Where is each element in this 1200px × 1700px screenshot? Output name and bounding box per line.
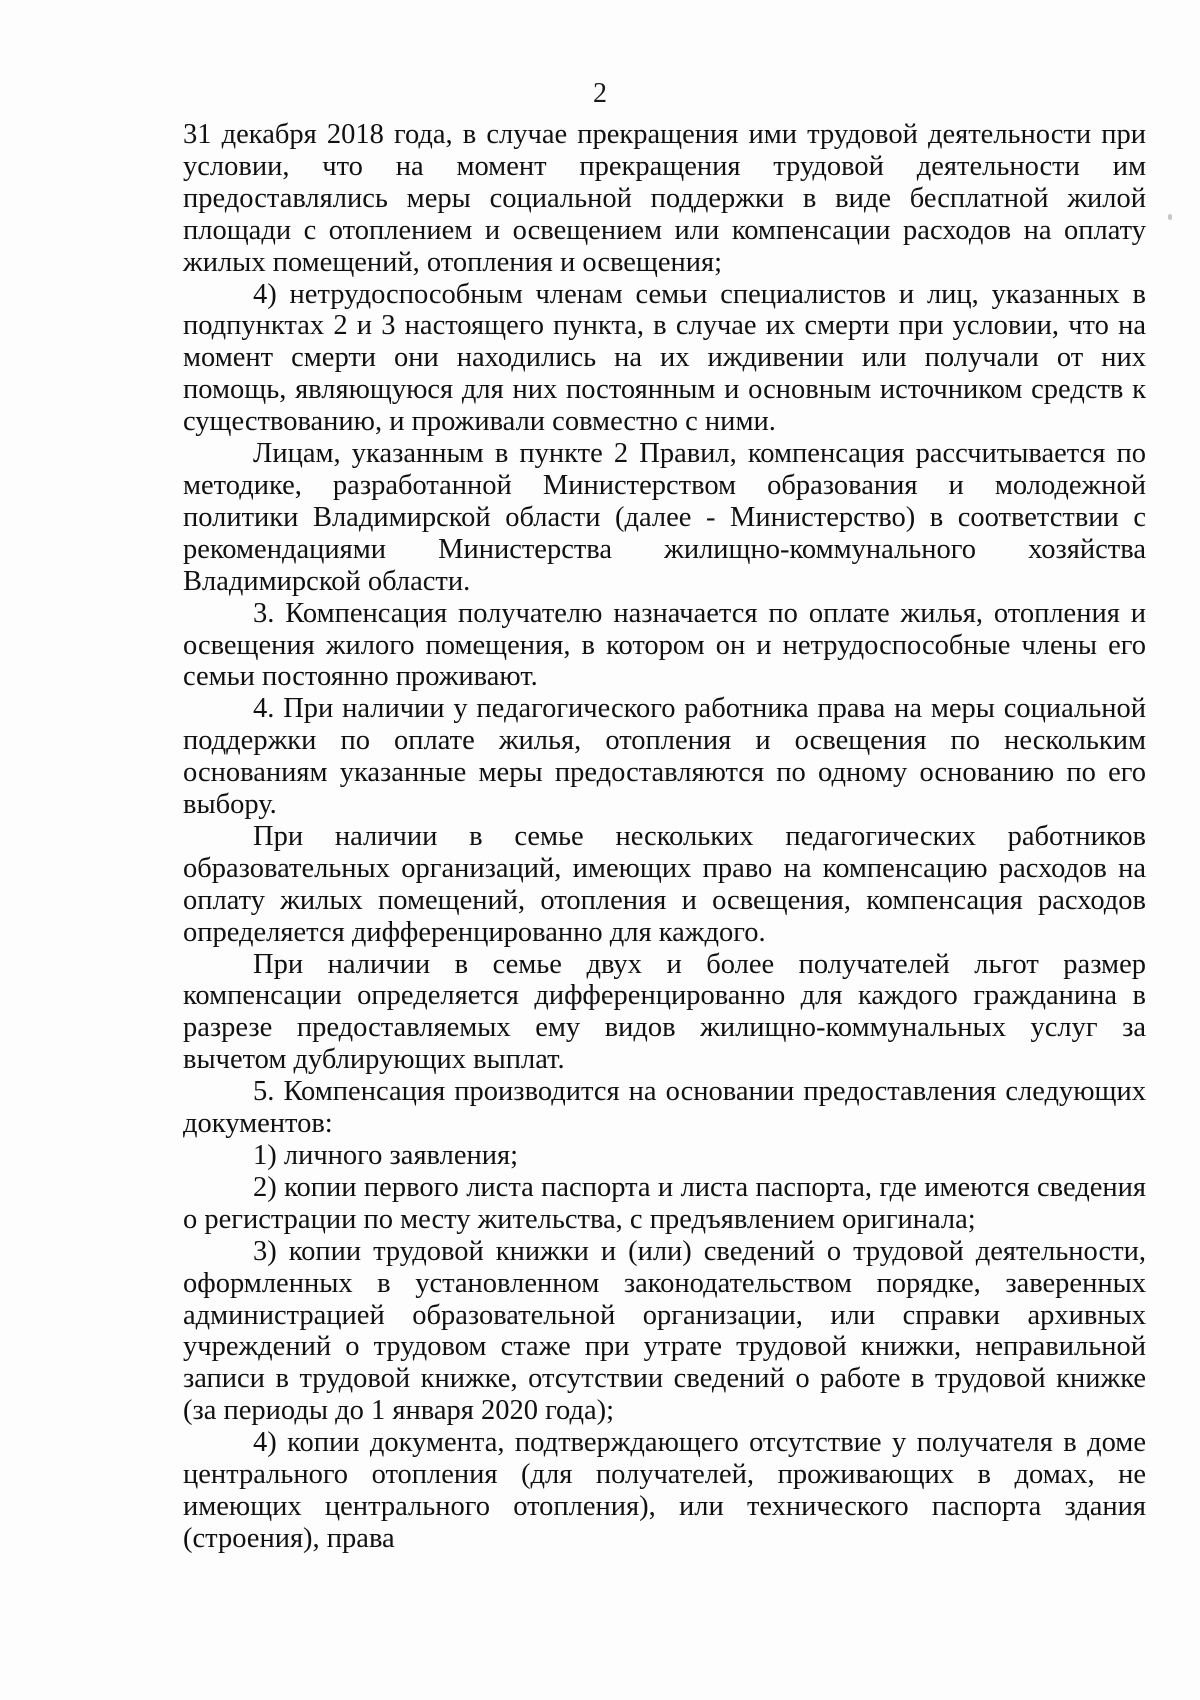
paragraph-multiple-workers: При наличии в семье нескольких педагогических работников образовательных организаций, имеющих право на компенсацию расходов на оплату жилых помещений, отопления и освещения, компенсация расходов определяется дифференцированно для каждого. <box>183 820 1146 948</box>
paragraph-section-3: 3. Компенсация получателю назначается по оплате жилья, отопления и освещения жилого помещения, в котором он и нетрудоспособные члены его семьи постоянно проживают. <box>183 597 1146 693</box>
paragraph-item-4-family: 4) нетрудоспособным членам семьи специалистов и лиц, указанных в подпунктах 2 и 3 настоящего пункта, в случае их смерти при условии, что на момент смерти они находились на их иждивении или получали от них помощь, являющуюся для них постоянным и основным источником средств к существованию, и проживали совместно с ними. <box>183 278 1146 438</box>
list-item-heating-document: 4) копии документа, подтверждающего отсутствие у получателя в доме центрального отопления (для получателей, проживающих в домах, не имеющих центрального отопления), или технического паспорта здания (строения), права <box>183 1427 1146 1554</box>
document-body <box>183 119 1146 1555</box>
paragraph-section-4: 4. При наличии у педагогического работника права на меры социальной поддержки по оплате жилья, отопления и освещения по нескольким основаниям указанные меры предоставляются по одному основанию по его выбору. <box>183 693 1146 821</box>
list-item-work-book: 3) копии трудовой книжки и (или) сведений о трудовой деятельности, оформленных в установленном законодательством порядке, заверенных администрацией образовательной организации, или справки архивных учреждений о трудовом стаже при утрате трудовой книжки, неправильной записи в трудовой книжке, отсутствии сведений о работе в трудовой книжке (за периоды до 1 января 2020 года); <box>183 1235 1146 1427</box>
list-item-application: 1) личного заявления; <box>253 1140 519 1171</box>
paragraph-section-5: 5. Компенсация производится на основании предоставления следующих документов: <box>183 1076 1146 1140</box>
list-item-passport: 2) копии первого листа паспорта и листа паспорта, где имеются сведения о регистрации по месту жительства, с предъявлением оригинала; <box>183 1171 1146 1235</box>
scan-speck <box>1168 214 1172 220</box>
paragraph-continuation: 31 декабря 2018 года, в случае прекращения ими трудовой деятельности при условии, что на момент прекращения трудовой деятельности им предоставлялись меры социальной поддержки в виде бесплатной жилой площади с отоплением и освещением или компенсации расходов на оплату жилых помещений, отопления и освещения; <box>183 119 1146 278</box>
page-number: 2 <box>593 78 607 109</box>
paragraph-multiple-recipients: При наличии в семье двух и более получателей льгот размер компенсации определяется дифференцированно для каждого гражданина в разрезе предоставляемых ему видов жилищно-коммунальных услуг за вычетом дублирующих выплат. <box>183 948 1146 1076</box>
paragraph-methodology: Лицам, указанным в пункте 2 Правил, компенсация рассчитывается по методике, разработанной Министерством образования и молодежной политики Владимирской области (далее - Министерство) в соответствии с рекомендациями Министерства жилищно-коммунального хозяйства Владимирской области. <box>183 438 1146 597</box>
